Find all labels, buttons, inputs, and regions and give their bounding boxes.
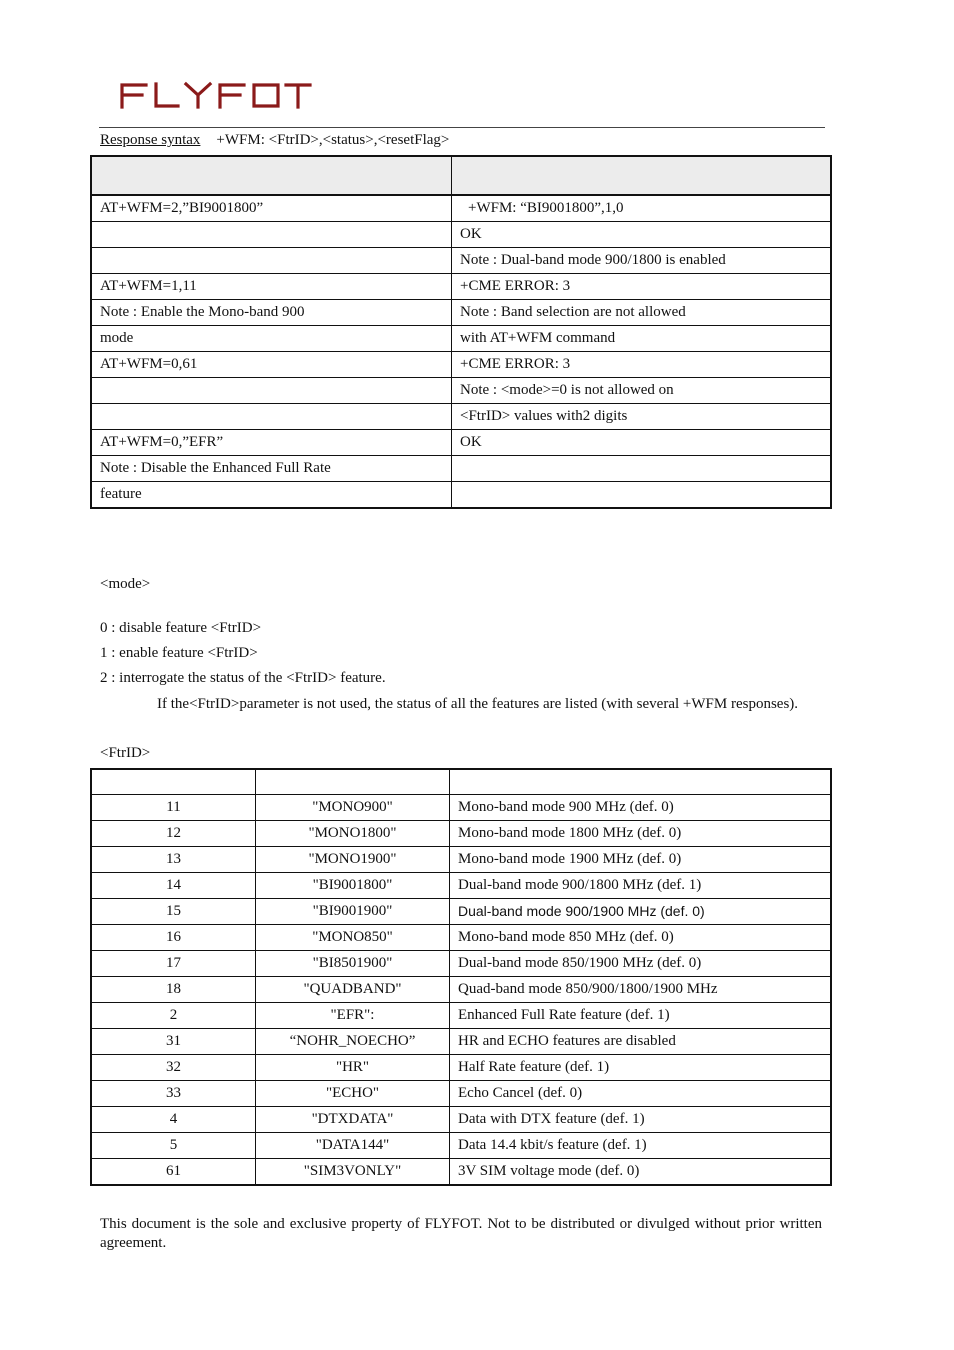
ftrid-number: 15 [91, 899, 256, 925]
table-row [91, 404, 831, 430]
table-row [91, 274, 831, 300]
response-cell: +CME ERROR: 3 [452, 352, 832, 378]
ftrid-header-cell-string [256, 769, 450, 795]
response-cell: Note : Dual-band mode 900/1800 is enabled [452, 248, 832, 274]
table-row [91, 378, 831, 404]
command-cell [91, 378, 452, 404]
command-cell: AT+WFM=2,”BI9001800” [91, 195, 452, 222]
response-syntax-value: +WFM: <FtrID>,<status>,<resetFlag> [216, 132, 450, 148]
ftrid-description: Half Rate feature (def. 1) [450, 1055, 832, 1081]
ftrid-string: "MONO1800" [256, 821, 450, 847]
ftrid-string: "BI9001800" [256, 873, 450, 899]
response-syntax-label: Response syntax [100, 132, 201, 148]
ftrid-description: Data 14.4 kbit/s feature (def. 1) [450, 1133, 832, 1159]
example-table [90, 155, 832, 509]
response-syntax [100, 132, 449, 149]
table-row [91, 847, 831, 873]
response-cell [452, 482, 832, 509]
ftrid-description: Mono-band mode 1800 MHz (def. 0) [450, 821, 832, 847]
example-table-header [91, 156, 831, 195]
response-cell: <FtrID> values with2 digits [452, 404, 832, 430]
command-cell: Note : Enable the Mono-band 900 [91, 300, 452, 326]
ftrid-description: HR and ECHO features are disabled [450, 1029, 832, 1055]
ftrid-number: 31 [91, 1029, 256, 1055]
table-row [91, 222, 831, 248]
ftrid-number: 5 [91, 1133, 256, 1159]
table-row [91, 795, 831, 821]
ftrid-number: 18 [91, 977, 256, 1003]
ftrid-number: 12 [91, 821, 256, 847]
header-rule [99, 127, 825, 128]
mode-item: 1 : enable feature <FtrID> [100, 645, 258, 661]
ftrid-description: Mono-band mode 850 MHz (def. 0) [450, 925, 832, 951]
ftrid-number: 16 [91, 925, 256, 951]
ftrid-string: "MONO1900" [256, 847, 450, 873]
command-cell [91, 248, 452, 274]
ftrid-description: Dual-band mode 900/1900 MHz (def. 0) [450, 899, 832, 925]
ftrid-string: "MONO850" [256, 925, 450, 951]
ftrid-string: "HR" [256, 1055, 450, 1081]
ftrid-description: Dual-band mode 900/1800 MHz (def. 1) [450, 873, 832, 899]
response-cell: Note : Band selection are not allowed [452, 300, 832, 326]
ftrid-number: 33 [91, 1081, 256, 1107]
mode-note: If the<FtrID>parameter is not used, the status of all the features are listed (with several +WFM responses). [157, 696, 799, 712]
ftrid-string: "QUADBAND" [256, 977, 450, 1003]
command-cell [91, 222, 452, 248]
ftrid-number: 2 [91, 1003, 256, 1029]
ftrid-number: 61 [91, 1159, 256, 1186]
mode-item: 2 : interrogate the status of the <FtrID> feature. [100, 670, 386, 686]
footer-notice: This document is the sole and exclusive property of FLYFOT. Not to be distributed or divulged without prior written agreement. [100, 1216, 822, 1251]
table-row [91, 1107, 831, 1133]
table-row [91, 195, 831, 222]
table-row [91, 1055, 831, 1081]
ftrid-description: Mono-band mode 1900 MHz (def. 0) [450, 847, 832, 873]
table-row [91, 1159, 831, 1186]
ftrid-string: "DTXDATA" [256, 1107, 450, 1133]
response-cell: +CME ERROR: 3 [452, 274, 832, 300]
ftrid-string: "MONO900" [256, 795, 450, 821]
ftrid-description: 3V SIM voltage mode (def. 0) [450, 1159, 832, 1186]
table-row [91, 1133, 831, 1159]
example-header-cell-command [91, 156, 452, 195]
command-cell: mode [91, 326, 452, 352]
ftrid-description: Enhanced Full Rate feature (def. 1) [450, 1003, 832, 1029]
command-cell: AT+WFM=0,”EFR” [91, 430, 452, 456]
command-cell [91, 404, 452, 430]
ftrid-number: 17 [91, 951, 256, 977]
ftrid-description: Dual-band mode 850/1900 MHz (def. 0) [450, 951, 832, 977]
ftrid-string: "SIM3VONLY" [256, 1159, 450, 1186]
ftrid-heading: <FtrID> [100, 745, 151, 761]
table-row [91, 456, 831, 482]
table-row [91, 1029, 831, 1055]
table-row [91, 248, 831, 274]
ftrid-number: 13 [91, 847, 256, 873]
ftrid-description: Data with DTX feature (def. 1) [450, 1107, 832, 1133]
flyfot-logo-graphic [118, 80, 313, 110]
table-row [91, 977, 831, 1003]
command-cell: feature [91, 482, 452, 509]
table-row [91, 1081, 831, 1107]
ftrid-table-header [91, 769, 831, 795]
table-row [91, 951, 831, 977]
table-row [91, 326, 831, 352]
ftrid-description: Mono-band mode 900 MHz (def. 0) [450, 795, 832, 821]
response-cell: OK [452, 222, 832, 248]
table-row [91, 482, 831, 509]
response-cell: with AT+WFM command [452, 326, 832, 352]
ftrid-string: "BI8501900" [256, 951, 450, 977]
example-header-cell-response [452, 156, 832, 195]
table-row [91, 352, 831, 378]
ftrid-header-cell-description [450, 769, 832, 795]
table-row [91, 873, 831, 899]
ftrid-description: Echo Cancel (def. 0) [450, 1081, 832, 1107]
ftrid-string: “NOHR_NOECHO” [256, 1029, 450, 1055]
ftrid-header-cell-id [91, 769, 256, 795]
ftrid-string: "BI9001900" [256, 899, 450, 925]
command-cell: Note : Disable the Enhanced Full Rate [91, 456, 452, 482]
ftrid-number: 14 [91, 873, 256, 899]
response-cell: Note : <mode>=0 is not allowed on [452, 378, 832, 404]
mode-item: 0 : disable feature <FtrID> [100, 620, 262, 636]
ftrid-string: "EFR": [256, 1003, 450, 1029]
command-cell: AT+WFM=1,11 [91, 274, 452, 300]
table-row [91, 925, 831, 951]
table-row [91, 899, 831, 925]
flyfot-logo [118, 80, 313, 115]
table-row [91, 821, 831, 847]
response-cell: +WFM: “BI9001800”,1,0 [452, 195, 832, 222]
table-row [91, 300, 831, 326]
command-cell: AT+WFM=0,61 [91, 352, 452, 378]
ftrid-number: 11 [91, 795, 256, 821]
response-cell: OK [452, 430, 832, 456]
table-row [91, 430, 831, 456]
response-cell [452, 456, 832, 482]
ftrid-description: Quad-band mode 850/900/1800/1900 MHz [450, 977, 832, 1003]
ftrid-number: 32 [91, 1055, 256, 1081]
ftrid-table [90, 768, 832, 1186]
ftrid-string: "DATA144" [256, 1133, 450, 1159]
ftrid-number: 4 [91, 1107, 256, 1133]
ftrid-string: "ECHO" [256, 1081, 450, 1107]
table-row [91, 1003, 831, 1029]
mode-heading: <mode> [100, 576, 151, 592]
